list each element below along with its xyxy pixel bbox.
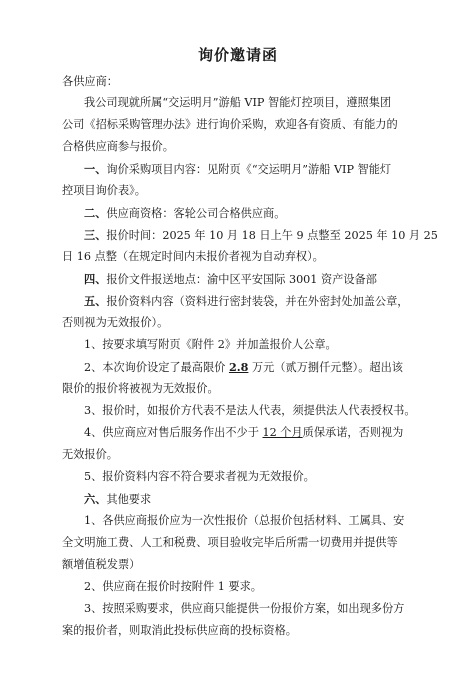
intro-line-2: 公司《招标采购管理办法》进行询价采购，欢迎各有资质、有能力的 (62, 118, 398, 131)
item-5-3: 3、报价时，如报价方代表不是法人代表，须提供法人代表授权书。 (84, 404, 416, 417)
intro-line-1: 我公司现就所属“交运明月”游船 VIP 智能灯控项目，遵照集团 (84, 96, 392, 109)
item-5-1: 1、按要求填写附页《附件 2》并加盖报价人公章。 (84, 338, 337, 351)
section-1-line-2: 控项目询价表》。 (62, 184, 146, 197)
section-3-heading: 三、 (84, 228, 107, 242)
item-6-1-line-2: 全文明施工费、人工和税费、项目验收完毕后所需一切费用并提供等 (62, 536, 398, 549)
max-price-value: 2.8 (228, 360, 249, 374)
intro-line-3: 合格供应商参与报价。 (62, 140, 174, 153)
section-4-line (62, 272, 422, 287)
section-1-text: 询价采购项目内容：见附页《“交运明月”游船 VIP 智能灯 (106, 163, 392, 176)
section-5-text: 报价资料内容（资料进行密封装袋，并在外密封处加盖公章， (106, 295, 409, 308)
salutation: 各供应商： (62, 75, 118, 88)
section-2-line (62, 206, 422, 221)
item-5-2-text-b: 万元（贰万捌仟元整）。超出该 (248, 361, 403, 374)
item-5-4-text-b: 质保承诺，否则视为 (302, 426, 404, 439)
section-3-line-2: 日 16 点整（在规定时间内未报价者视为自动弃权）。 (62, 250, 324, 263)
section-1-heading: 一、 (84, 162, 107, 176)
item-5-4-text-a: 4、供应商应对售后服务作出不少于 (84, 426, 263, 439)
item-5-4-line-1 (62, 426, 422, 440)
section-2-heading: 二、 (84, 206, 107, 220)
section-5-heading: 五、 (84, 294, 107, 308)
item-6-3-line-1: 3、按照采购要求，供应商只能提供一份报价方案，如出现多份方 (84, 602, 405, 615)
section-6-text: 其他要求 (106, 493, 152, 506)
section-4-heading: 四、 (84, 272, 107, 286)
item-5-4-line-2: 无效报价。 (62, 448, 118, 461)
item-5-2-text-a: 2、本次询价设定了最高限价 (84, 361, 229, 374)
item-6-2: 2、供应商在报价时按附件 1 要求。 (84, 580, 262, 593)
document-title: 询价邀请函 (197, 46, 278, 64)
item-5-2-line-1 (62, 360, 422, 375)
section-4-text: 报价文件报送地点：渝中区平安国际 3001 资产设备部 (106, 273, 377, 286)
item-6-1-line-1: 1、各供应商报价应为一次性报价（总报价包括材料、工属具、安 (84, 514, 405, 527)
item-6-3-line-2: 案的报价者，则取消此投标供应商的投标资格。 (62, 624, 297, 637)
item-5-2-line-2: 限价的报价将被视为无效报价。 (62, 382, 219, 395)
section-5-line-1 (62, 294, 422, 309)
warranty-months: 12 个月 (262, 426, 303, 439)
section-5-line-2: 否则视为无效报价）。 (62, 316, 169, 329)
item-6-1-line-3: 额增值税发票） (62, 558, 141, 571)
section-6-line (62, 492, 422, 507)
section-3-text: 报价时间：2025 年 10 月 18 日上午 9 点整至 2025 年 10 月 25 (106, 229, 438, 242)
section-2-text: 供应商资格：客轮公司合格供应商。 (106, 207, 286, 220)
section-6-heading: 六、 (84, 492, 107, 506)
section-3-line-1 (62, 228, 438, 243)
section-1-line-1 (62, 162, 422, 177)
item-5-5: 5、报价资料内容不符合要求者视为无效报价。 (84, 470, 315, 483)
